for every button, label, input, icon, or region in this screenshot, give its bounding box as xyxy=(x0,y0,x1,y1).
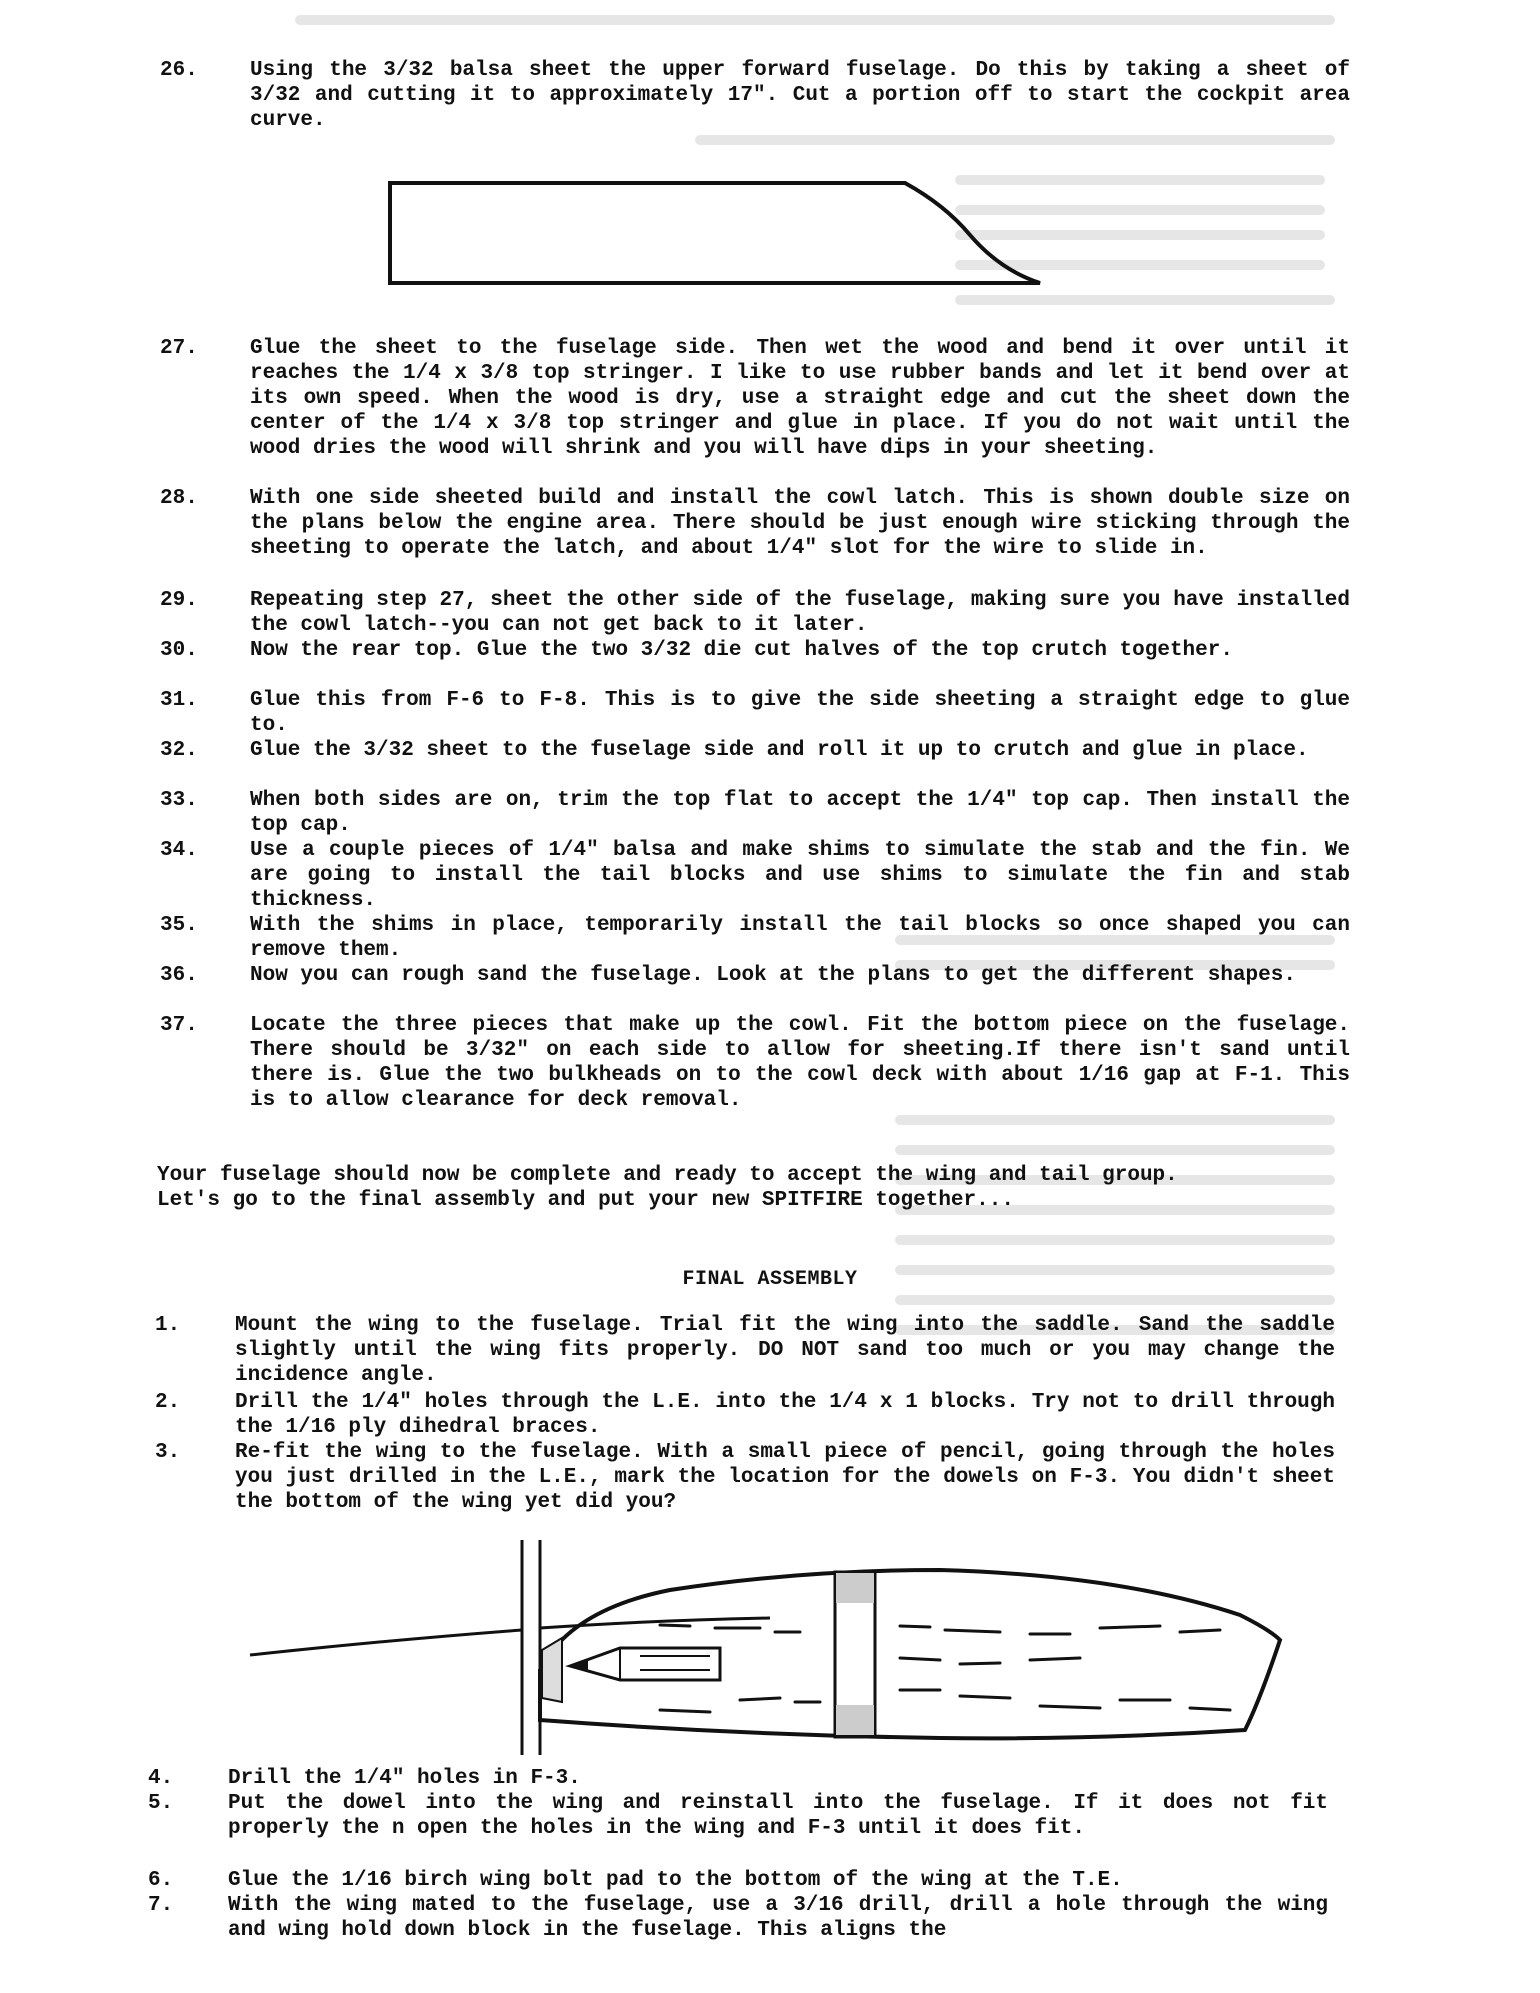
step-number: 3. xyxy=(155,1441,181,1464)
summary-paragraph: Your fuselage should now be complete and ready to accept the wing and tail group. Let's go to the final assembly and put your new SPITFIRE together... xyxy=(157,1164,1178,1212)
step-text: Locate the three pieces that make up the cowl. Fit the bottom piece on the fuselage. There should be 3/32" on each side to allow for sheeting.If there isn't sand until there is. Glue the two bulkheads on to the cowl deck with about 1/16 gap at F-1. This is to allow clearance for deck removal. xyxy=(250,1014,1350,1112)
step-text: Put the dowel into the wing and reinstall into the fuselage. If it does not fit properly the n open the holes in the wing and F-3 until it does fit. xyxy=(228,1792,1328,1840)
step-number: 31. xyxy=(160,689,198,712)
step-number: 35. xyxy=(160,914,198,937)
step-number: 34. xyxy=(160,839,198,862)
step-text: Mount the wing to the fuselage. Trial fit the wing into the saddle. Sand the saddle slightly until the wing fits properly. DO NOT sand too much or you may change the incidence angle. xyxy=(235,1314,1335,1387)
step-number: 27. xyxy=(160,337,198,360)
step-text: Glue the sheet to the fuselage side. Then wet the wood and bend it over until it reaches the 1/4 x 3/8 top stringer. I like to use rubber bands and let it bend over at its own speed. When the wood is dry, use a straight edge and cut the sheet down the center of the 1/4 x 3/8 top stringer and glue in place. If you do not wait until the wood dries the wood will shrink and you will have dips in your sheeting. xyxy=(250,337,1350,460)
step-number: 29. xyxy=(160,589,198,612)
step-text: When both sides are on, trim the top flat to accept the 1/4" top cap. Then install the top cap. xyxy=(250,789,1350,837)
step-number: 30. xyxy=(160,639,198,662)
step-text: With one side sheeted build and install the cowl latch. This is shown double size on the plans below the engine area. There should be just enough wire sticking through the sheeting to operate the latch, and about 1/4" slot for the wire to slide in. xyxy=(250,487,1350,560)
step-number: 32. xyxy=(160,739,198,762)
step-number: 7. xyxy=(148,1894,174,1917)
step-number: 37. xyxy=(160,1014,198,1037)
step-number: 4. xyxy=(148,1767,174,1790)
step-number: 2. xyxy=(155,1391,181,1414)
step-number: 26. xyxy=(160,59,198,82)
final-assembly-heading: FINAL ASSEMBLY xyxy=(682,1268,858,1291)
step-text: Use a couple pieces of 1/4" balsa and make shims to simulate the stab and the fin. We are going to install the tail blocks and use shims to simulate the fin and stab thickness. xyxy=(250,839,1350,912)
wing-dowel-marking-diagram xyxy=(240,1530,1310,1770)
step-text: Now you can rough sand the fuselage. Look at the plans to get the different shapes. xyxy=(250,964,1296,987)
step-text: Drill the 1/4" holes through the L.E. into the 1/4 x 1 blocks. Try not to drill through the 1/16 ply dihedral braces. xyxy=(235,1391,1335,1439)
step-text: Glue the 1/16 birch wing bolt pad to the bottom of the wing at the T.E. xyxy=(228,1869,1123,1892)
step-text: Re-fit the wing to the fuselage. With a small piece of pencil, going through the holes you just drilled in the L.E., mark the location for the dowels on F-3. You didn't sheet the bottom of the wing yet did you? xyxy=(235,1441,1335,1514)
step-text: Glue this from F-6 to F-8. This is to give the side sheeting a straight edge to glue to. xyxy=(250,689,1350,737)
step-text: With the wing mated to the fuselage, use a 3/16 drill, drill a hole through the wing and wing hold down block in the fuselage. This aligns the xyxy=(228,1894,1328,1942)
step-number: 33. xyxy=(160,789,198,812)
sheet-cut-diagram xyxy=(385,175,1045,295)
step-number: 1. xyxy=(155,1314,181,1337)
step-number: 6. xyxy=(148,1869,174,1892)
step-text: Glue the 3/32 sheet to the fuselage side and roll it up to crutch and glue in place. xyxy=(250,739,1309,762)
step-text: With the shims in place, temporarily install the tail blocks so once shaped you can remove them. xyxy=(250,914,1350,962)
step-text: Repeating step 27, sheet the other side of the fuselage, making sure you have installed the cowl latch--you can not get back to it later. xyxy=(250,589,1350,637)
step-number: 5. xyxy=(148,1792,174,1815)
step-text: Using the 3/32 balsa sheet the upper forward fuselage. Do this by taking a sheet of 3/32 and cutting it to approximately 17". Cut a portion off to start the cockpit area curve. xyxy=(250,59,1350,132)
step-number: 28. xyxy=(160,487,198,510)
step-number: 36. xyxy=(160,964,198,987)
step-text: Now the rear top. Glue the two 3/32 die cut halves of the top crutch together. xyxy=(250,639,1233,662)
step-text: Drill the 1/4" holes in F-3. xyxy=(228,1767,581,1790)
